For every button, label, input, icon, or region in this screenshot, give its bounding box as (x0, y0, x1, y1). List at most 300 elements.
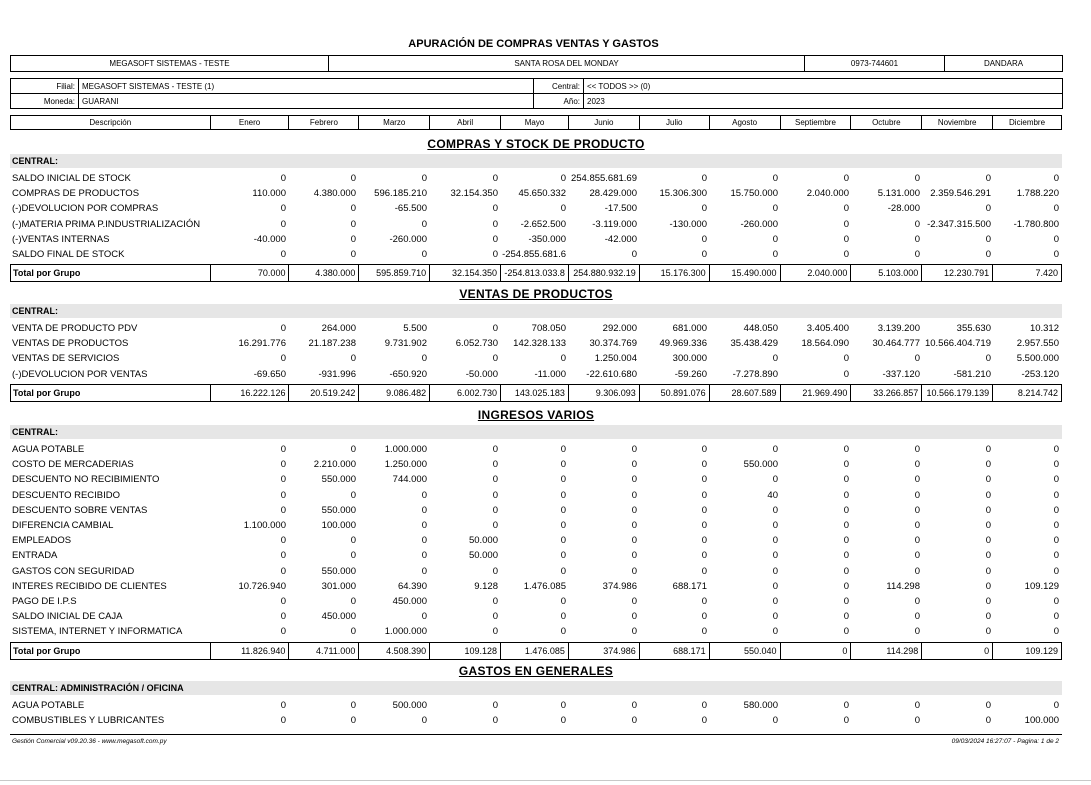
cell-value: 0 (914, 218, 920, 230)
cell-value: 0 (843, 459, 849, 471)
table-row (10, 503, 1062, 518)
table-row (10, 367, 1062, 382)
cell-value: 142.328.133 (513, 338, 566, 350)
column-header: Enero (211, 116, 290, 129)
cell-value: 0 (701, 173, 707, 184)
table-row (10, 488, 1062, 503)
cell-value: 5.500 (403, 323, 427, 334)
table-row (10, 594, 1062, 609)
cell-value: 114.298 (886, 580, 920, 592)
column-headers (10, 115, 1062, 130)
cell-value: -59.260 (674, 368, 707, 380)
cell-value: 550.000 (321, 565, 356, 577)
cell-value: 0 (492, 596, 498, 607)
cell-value: 35.438.429 (730, 338, 778, 350)
column-header: Junio (569, 116, 640, 129)
total-value: 15.490.000 (710, 265, 781, 281)
cell-value: 0 (772, 249, 778, 260)
cell-value: 0 (701, 489, 707, 501)
user-name: DANDARA (945, 56, 1063, 72)
total-row (10, 384, 1062, 402)
row-label: SISTEMA, INTERNET Y INFORMATICA (12, 626, 183, 638)
cell-value: 0 (985, 550, 991, 562)
cell-value: 0 (631, 520, 637, 531)
cell-value: 254.855.681.69 (570, 173, 637, 184)
cell-value: 0 (985, 353, 991, 365)
total-value: 32.154.350 (430, 265, 501, 281)
cell-value: 2.040.000 (806, 188, 849, 200)
cell-value: 0 (985, 233, 991, 245)
cell-value: 448.050 (743, 323, 778, 334)
cell-value: 0 (280, 700, 286, 711)
section-title: INGRESOS VARIOS (477, 408, 595, 422)
total-value: 12.230.791 (922, 265, 993, 281)
column-header: Marzo (359, 116, 430, 129)
cell-value: 0 (421, 353, 427, 365)
column-header: Noviembre (922, 116, 993, 129)
cell-value: -22.610.680 (586, 368, 637, 380)
cell-value: 0 (914, 474, 920, 486)
cell-value: 0 (1053, 535, 1059, 547)
cell-value: 355.630 (956, 323, 991, 334)
total-value: 16.222.126 (211, 385, 290, 401)
cell-value: 0 (631, 474, 637, 486)
cell-value: 28.429.000 (589, 188, 637, 200)
cell-value: 0 (421, 489, 427, 501)
cell-value: 580.000 (743, 700, 778, 711)
cell-value: 0 (843, 535, 849, 547)
cell-value: 40 (767, 489, 778, 501)
cell-value: 32.154.350 (450, 188, 498, 200)
cell-value: 100.000 (1024, 715, 1059, 727)
cell-value: 0 (985, 203, 991, 215)
cell-value: -50.000 (465, 368, 498, 380)
cell-value: 1.000.000 (384, 626, 427, 638)
cell-value: 744.000 (392, 474, 427, 486)
cell-value: 0 (985, 489, 991, 501)
cell-value: 0 (772, 715, 778, 727)
cell-value: 0 (1053, 233, 1059, 245)
cell-value: 0 (421, 520, 427, 531)
cell-value: 0 (914, 459, 920, 471)
cell-value: 596.185.210 (374, 188, 427, 200)
cell-value: 100.000 (321, 520, 356, 531)
cell-value: 0 (843, 700, 849, 711)
cell-value: 0 (843, 203, 849, 215)
total-value: 143.025.183 (501, 385, 569, 401)
cell-value: 0 (492, 203, 498, 215)
table-row (10, 217, 1062, 232)
moneda-value: GUARANI (79, 94, 534, 109)
cell-value: 0 (350, 626, 356, 638)
cell-value: 0 (914, 233, 920, 245)
group-header: CENTRAL: (10, 304, 1062, 318)
cell-value: 0 (772, 444, 778, 455)
cell-value: 0 (843, 580, 849, 592)
cell-value: -254.855.681.6 (502, 249, 566, 260)
cell-value: 0 (631, 565, 637, 577)
cell-value: 0 (280, 459, 286, 471)
table-row (10, 171, 1062, 186)
cell-value: 0 (631, 611, 637, 623)
cell-value: 0 (280, 353, 286, 365)
cell-value: 30.374.769 (589, 338, 637, 350)
cell-value: 0 (843, 550, 849, 562)
cell-value: 0 (1053, 249, 1059, 260)
cell-value: 0 (280, 444, 286, 455)
cell-value: 0 (492, 233, 498, 245)
cell-value: 0 (631, 459, 637, 471)
cell-value: 0 (843, 489, 849, 501)
cell-value: 0 (701, 715, 707, 727)
cell-value: 18.564.090 (801, 338, 849, 350)
cell-value: 0 (280, 203, 286, 215)
cell-value: 0 (492, 323, 498, 334)
anio-value: 2023 (587, 96, 605, 106)
cell-value: 0 (843, 368, 849, 380)
cell-value: 0 (1053, 700, 1059, 711)
table-row (10, 624, 1062, 639)
cell-value: 15.750.000 (730, 188, 778, 200)
cell-value: 0 (985, 249, 991, 260)
cell-value: 0 (985, 565, 991, 577)
cell-value: 0 (843, 233, 849, 245)
section-title: COMPRAS Y STOCK DE PRODUCTO (427, 137, 645, 151)
cell-value: 0 (492, 218, 498, 230)
cell-value: 0 (843, 715, 849, 727)
row-label: DIFERENCIA CAMBIAL (12, 520, 114, 531)
row-label: VENTAS DE PRODUCTOS (12, 338, 129, 350)
row-label: AGUA POTABLE (12, 444, 85, 455)
cell-value: 688.171 (672, 580, 707, 592)
cell-value: 0 (772, 474, 778, 486)
cell-value: 64.390 (397, 580, 427, 592)
column-header: Septiembre (781, 116, 852, 129)
cell-value: 0 (914, 249, 920, 260)
cell-value: 264.000 (321, 323, 356, 334)
total-value: 6.002.730 (430, 385, 501, 401)
cell-value: 0 (701, 504, 707, 516)
cell-value: 2.359.546.291 (930, 188, 991, 200)
city-name: SANTA ROSA DEL MONDAY (329, 56, 805, 72)
cell-value: 1.788.220 (1016, 188, 1059, 200)
cell-value: 0 (280, 323, 286, 334)
cell-value: 0 (843, 520, 849, 531)
cell-value: 0 (631, 700, 637, 711)
cell-value: 0 (280, 565, 286, 577)
cell-value: 0 (843, 626, 849, 638)
cell-value: 0 (350, 353, 356, 365)
column-header: Abril (430, 116, 501, 129)
cell-value: 0 (421, 173, 427, 184)
row-label: DESCUENTO RECIBIDO (12, 489, 121, 501)
filial-value: MEGASOFT SISTEMAS - TESTE (1) (79, 79, 534, 94)
cell-value: 0 (350, 203, 356, 215)
cell-value: 0 (985, 444, 991, 455)
cell-value: 110.000 (252, 188, 286, 200)
cell-value: 0 (560, 626, 566, 638)
total-label: Total por Grupo (11, 265, 211, 281)
cell-value: 1.100.000 (243, 520, 286, 531)
cell-value: 0 (772, 626, 778, 638)
cell-value: 0 (560, 444, 566, 455)
cell-value: 0 (560, 474, 566, 486)
cell-value: 450.000 (321, 611, 356, 623)
row-label: (-)MATERIA PRIMA P.INDUSTRIALIZACIÓN (12, 218, 201, 230)
table-row (10, 442, 1062, 457)
section-title: GASTOS EN GENERALES (458, 664, 614, 678)
moneda-label: Moneda: (11, 94, 79, 109)
cell-value: 500.000 (392, 700, 427, 711)
table-row (10, 609, 1062, 624)
cell-value: 0 (843, 596, 849, 607)
cell-value: 0 (914, 353, 920, 365)
cell-value: 0 (280, 504, 286, 516)
cell-value: 0 (772, 565, 778, 577)
cell-value: 0 (772, 520, 778, 531)
table-row (10, 533, 1062, 548)
cell-value: 0 (914, 520, 920, 531)
row-label: (-)DEVOLUCION POR COMPRAS (12, 203, 159, 215)
row-label: EMPLEADOS (12, 535, 72, 547)
cell-value: 0 (1053, 626, 1059, 638)
cell-value: 0 (350, 444, 356, 455)
total-value: 15.176.300 (640, 265, 710, 281)
cell-value: 0 (350, 489, 356, 501)
cell-value: 0 (350, 700, 356, 711)
column-header: Descripción (11, 116, 211, 129)
cell-value: 0 (985, 520, 991, 531)
row-label: (-)DEVOLUCION POR VENTAS (12, 368, 148, 380)
cell-value: 0 (1053, 565, 1059, 577)
cell-value: -17.500 (604, 203, 637, 215)
cell-value: 1.250.000 (384, 459, 427, 471)
cell-value: -40.000 (253, 233, 286, 245)
cell-value: 3.139.200 (877, 323, 920, 334)
cell-value: 0 (280, 173, 286, 184)
cell-value: 0 (772, 611, 778, 623)
cell-value: 550.000 (321, 504, 356, 516)
table-row (10, 186, 1062, 201)
table-row (10, 548, 1062, 563)
cell-value: 50.000 (468, 550, 498, 562)
cell-value: 9.128 (474, 580, 498, 592)
column-header: Febrero (289, 116, 359, 129)
cell-value: 0 (492, 504, 498, 516)
cell-value: 4.380.000 (313, 188, 356, 200)
cell-value: 0 (631, 535, 637, 547)
cell-value: 681.000 (672, 323, 707, 334)
cell-value: 0 (772, 596, 778, 607)
cell-value: 0 (631, 596, 637, 607)
cell-value: 0 (492, 444, 498, 455)
cell-value: -3.119.000 (592, 218, 637, 230)
cell-value: 0 (560, 550, 566, 562)
cell-value: 0 (843, 474, 849, 486)
cell-value: 0 (772, 173, 778, 184)
cell-value: 0 (492, 715, 498, 727)
cell-value: -337.120 (882, 368, 920, 380)
cell-value: 0 (914, 504, 920, 516)
cell-value: 1.250.004 (594, 353, 637, 365)
cell-value: 0 (1053, 611, 1059, 623)
table-row (10, 247, 1062, 262)
cell-value: 0 (421, 218, 427, 230)
group-header: CENTRAL: (10, 154, 1062, 168)
header-bar (10, 55, 1063, 72)
cell-value: 0 (492, 353, 498, 365)
total-value: 9.306.093 (569, 385, 640, 401)
row-label: AGUA POTABLE (12, 700, 85, 711)
cell-value: 1.000.000 (384, 444, 427, 455)
row-label: DESCUENTO SOBRE VENTAS (12, 504, 148, 516)
cell-value: 0 (914, 444, 920, 455)
cell-value: 0 (772, 233, 778, 245)
cell-value: 0 (914, 173, 920, 184)
total-value: 33.266.857 (851, 385, 922, 401)
cell-value: 10.566.404.719 (924, 338, 991, 350)
total-value: 4.508.390 (359, 643, 430, 659)
cell-value: 0 (1053, 173, 1059, 184)
cell-value: 0 (701, 550, 707, 562)
total-row (10, 642, 1062, 660)
cell-value: 0 (560, 203, 566, 215)
cell-value: 0 (914, 535, 920, 547)
column-header: Octubre (851, 116, 922, 129)
cell-value: 0 (701, 233, 707, 245)
cell-value: -260.000 (740, 218, 778, 230)
group-header: CENTRAL: (10, 425, 1062, 439)
cell-value: 708.050 (531, 323, 566, 334)
cell-value: 2.957.550 (1016, 338, 1059, 350)
cell-value: 292.000 (602, 323, 637, 334)
cell-value: 0 (985, 459, 991, 471)
cell-value: 0 (985, 626, 991, 638)
cell-value: 0 (560, 520, 566, 531)
total-value: 688.171 (640, 643, 710, 659)
cell-value: 0 (772, 580, 778, 592)
cell-value: 0 (560, 489, 566, 501)
cell-value: 0 (701, 249, 707, 260)
table-row (10, 336, 1062, 351)
group-header: CENTRAL: ADMINISTRACIÓN / OFICINA (10, 681, 1062, 695)
cell-value: -1.780.800 (1013, 218, 1059, 230)
cell-value: -260.000 (389, 233, 427, 245)
cell-value: 0 (701, 611, 707, 623)
cell-value: 0 (985, 700, 991, 711)
phone-number: 0973-744601 (805, 56, 945, 72)
total-value: 50.891.076 (640, 385, 710, 401)
cell-value: 300.000 (672, 353, 707, 365)
cell-value: 45.650.332 (518, 188, 566, 200)
cell-value: 15.306.300 (659, 188, 707, 200)
cell-value: 0 (280, 611, 286, 623)
cell-value: 0 (843, 504, 849, 516)
cell-value: 0 (914, 596, 920, 607)
cell-value: 0 (631, 489, 637, 501)
central-value: << TODOS >> (0) (584, 79, 1063, 94)
cell-value: 3.405.400 (806, 323, 849, 334)
row-label: ENTRADA (12, 550, 58, 562)
cell-value: 0 (421, 611, 427, 623)
cell-value: 0 (560, 459, 566, 471)
cell-value: 0 (560, 611, 566, 623)
cell-value: 5.131.000 (877, 188, 920, 200)
cell-value: 0 (701, 700, 707, 711)
cell-value: 0 (350, 218, 356, 230)
cell-value: 0 (1053, 489, 1059, 501)
cell-value: 0 (560, 173, 566, 184)
cell-value: 0 (492, 459, 498, 471)
row-label: COSTO DE MERCADERIAS (12, 459, 134, 471)
cell-value: -350.000 (528, 233, 566, 245)
cell-value: 5.500.000 (1016, 353, 1059, 365)
cell-value: 0 (350, 535, 356, 547)
total-row (10, 264, 1062, 282)
cell-value: 0 (492, 520, 498, 531)
cell-value: 0 (914, 626, 920, 638)
cell-value: 0 (985, 611, 991, 623)
total-value: 114.298 (851, 643, 922, 659)
cell-value: 50.000 (468, 535, 498, 547)
cell-value: 1.476.085 (523, 580, 566, 592)
cell-value: 0 (280, 535, 286, 547)
cell-value: 30.464.777 (872, 338, 920, 350)
cell-value: 0 (421, 550, 427, 562)
cell-value: 0 (701, 203, 707, 215)
cell-value: 2.210.000 (313, 459, 356, 471)
page-edge (0, 780, 1091, 781)
total-value: 11.826.940 (211, 643, 290, 659)
table-row (10, 201, 1062, 216)
cell-value: 0 (1053, 203, 1059, 215)
total-value: 254.880.932.19 (569, 265, 640, 281)
cell-value: 550.000 (321, 474, 356, 486)
row-label: SALDO INICIAL DE CAJA (12, 611, 123, 623)
cell-value: 450.000 (392, 596, 427, 607)
cell-value: 0 (1053, 504, 1059, 516)
cell-value: 0 (631, 504, 637, 516)
section-title: VENTAS DE PRODUCTOS (459, 287, 613, 301)
cell-value: 0 (280, 218, 286, 230)
row-label: GASTOS CON SEGURIDAD (12, 565, 135, 577)
cell-value: 0 (701, 520, 707, 531)
cell-value: 0 (350, 596, 356, 607)
cell-value: 301.000 (321, 580, 356, 592)
cell-value: 0 (701, 535, 707, 547)
table-row (10, 698, 1062, 713)
cell-value: -2.347.315.500 (927, 218, 991, 230)
cell-value: 374.986 (602, 580, 637, 592)
cell-value: 0 (914, 700, 920, 711)
cell-value: 10.312 (1029, 323, 1059, 334)
table-row (10, 321, 1062, 336)
cell-value: 0 (492, 611, 498, 623)
cell-value: 0 (701, 459, 707, 471)
cell-value: -2.652.500 (520, 218, 566, 230)
cell-value: 0 (1053, 459, 1059, 471)
cell-value: 0 (985, 173, 991, 184)
footer-divider (10, 734, 1062, 735)
cell-value: -130.000 (669, 218, 707, 230)
cell-value: 0 (843, 353, 849, 365)
cell-value: 0 (843, 173, 849, 184)
total-value: -254.813.033.8 (501, 265, 569, 281)
cell-value: 0 (350, 233, 356, 245)
total-value: 8.214.742 (1017, 387, 1058, 398)
total-value: 109.128 (430, 643, 501, 659)
cell-value: -11.000 (534, 368, 566, 380)
